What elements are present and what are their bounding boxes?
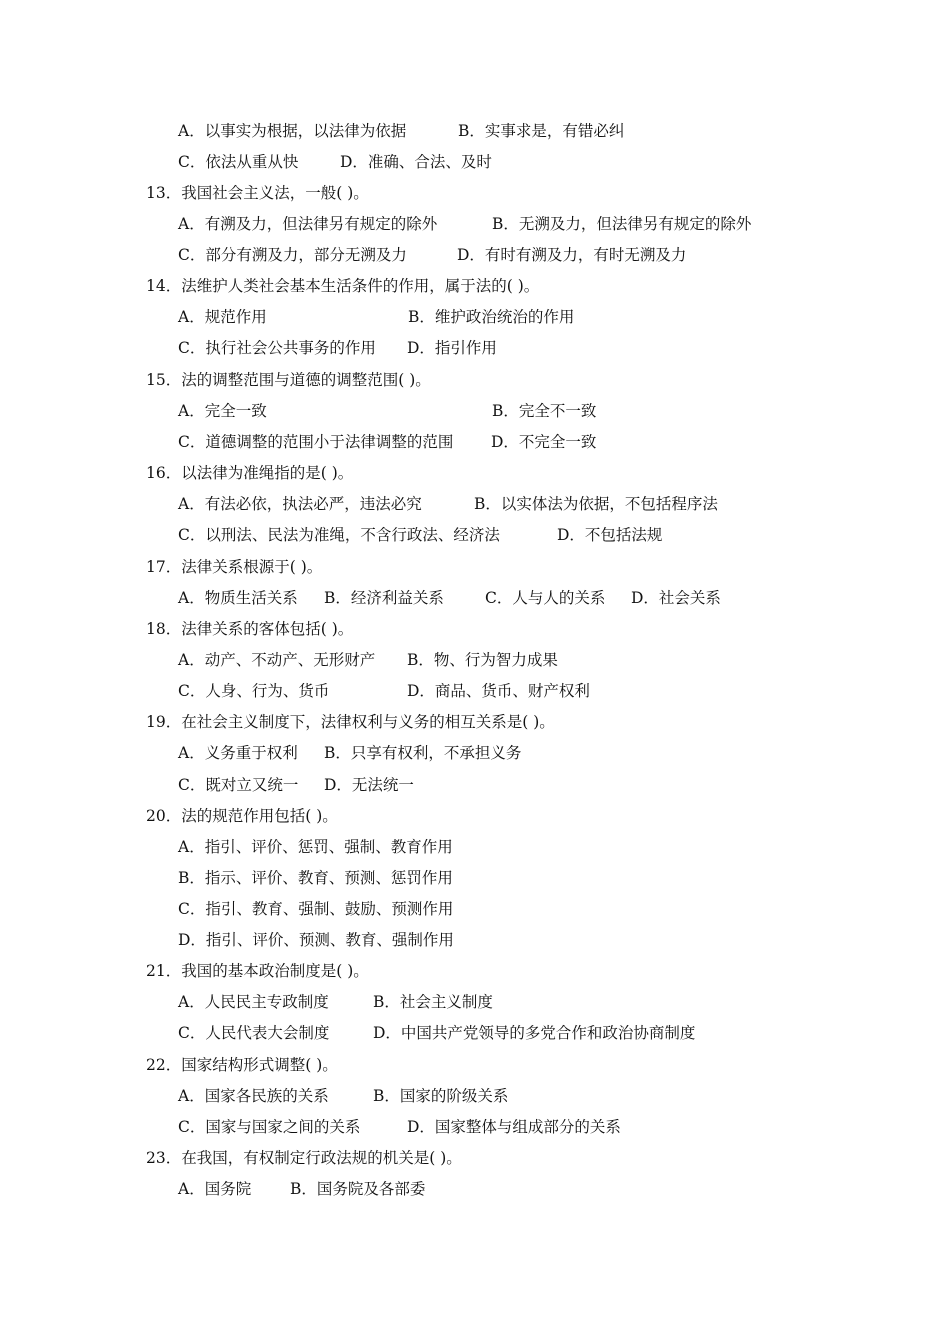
question-stem: 14．法维护人类社会基本生活条件的作用，属于法的( )。 (146, 277, 540, 295)
answer-option: C．道德调整的范围小于法律调整的范围 (178, 433, 454, 451)
answer-option: D．不包括法规 (557, 526, 663, 544)
question-stem: 17．法律关系根源于( )。 (146, 558, 323, 576)
answer-option: B．以实体法为依据，不包括程序法 (474, 495, 718, 513)
answer-option: B．完全不一致 (492, 402, 597, 420)
answer-option: B．指示、评价、教育、预测、惩罚作用 (178, 869, 453, 887)
question-stem: 19．在社会主义制度下，法律权利与义务的相互关系是( )。 (146, 713, 555, 731)
answer-option: D．有时有溯及力，有时无溯及力 (457, 246, 687, 264)
answer-option: C．以刑法、民法为准绳，不含行政法、经济法 (178, 526, 500, 544)
answer-option: A．动产、不动产、无形财产 (178, 651, 376, 669)
answer-option: D．指引、评价、预测、教育、强制作用 (178, 931, 454, 949)
question-stem: 22．国家结构形式调整( )。 (146, 1056, 338, 1074)
answer-option: B．维护政治统治的作用 (408, 308, 575, 326)
question-stem: 23．在我国，有权制定行政法规的机关是( )。 (146, 1149, 462, 1167)
answer-option: A．义务重于权利 (178, 744, 298, 762)
answer-option: D．指引作用 (407, 339, 497, 357)
answer-option: C．既对立又统一 (178, 776, 299, 794)
question-stem: 16．以法律为准绳指的是( )。 (146, 464, 354, 482)
answer-option: D．社会关系 (631, 589, 721, 607)
answer-option: D．准确、合法、及时 (340, 153, 492, 171)
answer-option: C．人民代表大会制度 (178, 1024, 330, 1042)
answer-option: A．完全一致 (178, 402, 267, 420)
answer-option: D．国家整体与组成部分的关系 (407, 1118, 621, 1136)
answer-option: B．只享有权利，不承担义务 (324, 744, 522, 762)
answer-option: B．国务院及各部委 (290, 1180, 426, 1198)
answer-option: B．经济利益关系 (324, 589, 444, 607)
answer-option: A．有法必依，执法必严，违法必究 (178, 495, 422, 513)
answer-option: A．指引、评价、惩罚、强制、教育作用 (178, 838, 453, 856)
answer-option: C．人与人的关系 (485, 589, 606, 607)
answer-option: A．国家各民族的关系 (178, 1087, 329, 1105)
answer-option: B．无溯及力，但法律另有规定的除外 (492, 215, 752, 233)
question-stem: 20．法的规范作用包括( )。 (146, 807, 338, 825)
answer-option: B．物、行为智力成果 (407, 651, 558, 669)
answer-option: D．商品、货币、财产权利 (407, 682, 590, 700)
answer-option: A．物质生活关系 (178, 589, 298, 607)
answer-option: C．部分有溯及力，部分无溯及力 (178, 246, 407, 264)
answer-option: D．无法统一 (324, 776, 414, 794)
answer-option: D．不完全一致 (491, 433, 597, 451)
answer-option: B．社会主义制度 (373, 993, 493, 1011)
question-stem: 13．我国社会主义法，一般( )。 (146, 184, 369, 202)
question-stem: 18．法律关系的客体包括( )。 (146, 620, 354, 638)
question-stem: 15．法的调整范围与道德的调整范围( )。 (146, 371, 431, 389)
answer-option: C．人身、行为、货币 (178, 682, 330, 700)
answer-option: C．国家与国家之间的关系 (178, 1118, 361, 1136)
answer-option: A．有溯及力，但法律另有规定的除外 (178, 215, 438, 233)
answer-option: C．指引、教育、强制、鼓励、预测作用 (178, 900, 454, 918)
question-stem: 21．我国的基本政治制度是( )。 (146, 962, 369, 980)
answer-option: B．国家的阶级关系 (373, 1087, 509, 1105)
answer-option: C．依法从重从快 (178, 153, 299, 171)
answer-option: A．人民民主专政制度 (178, 993, 329, 1011)
answer-option: A．规范作用 (178, 308, 267, 326)
answer-option: A．国务院 (178, 1180, 252, 1198)
answer-option: C．执行社会公共事务的作用 (178, 339, 376, 357)
answer-option: A．以事实为根据，以法律为依据 (178, 122, 407, 140)
answer-option: D．中国共产党领导的多党合作和政治协商制度 (373, 1024, 696, 1042)
answer-option: B．实事求是，有错必纠 (458, 122, 625, 140)
